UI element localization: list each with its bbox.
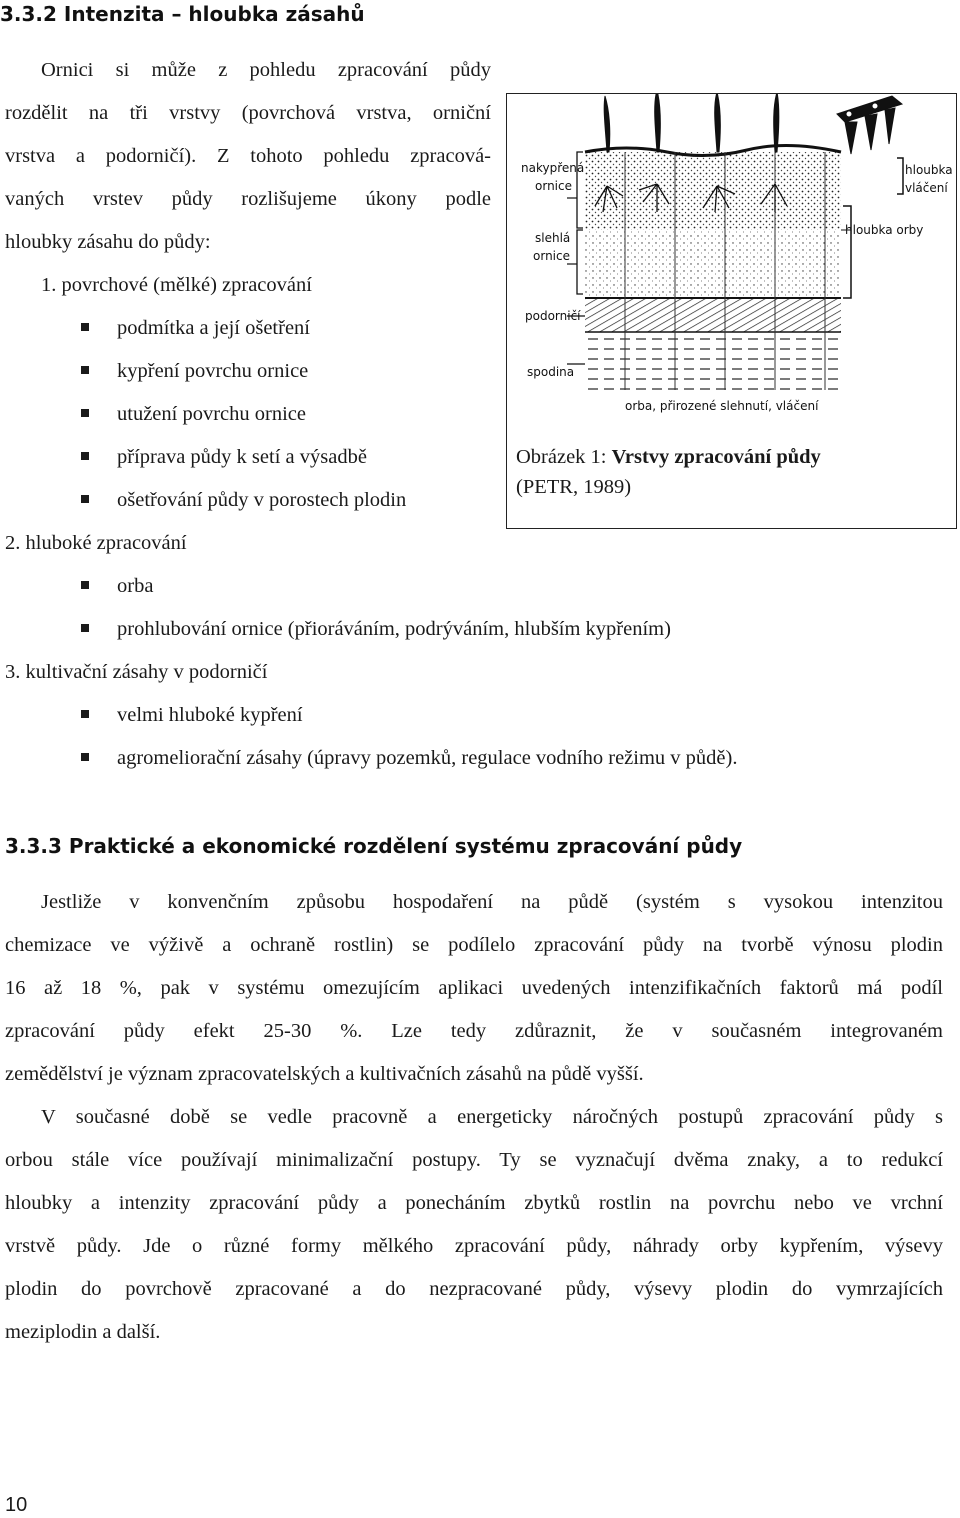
label-rolling-depth-2: vláčení [905,181,948,195]
intro-line: vaných vrstev půdy rozlišujeme úkony podle [5,188,491,210]
section-heading-3-3-3: 3.3.3 Praktické a ekonomické rozdělení systému zpracování půdy [5,834,743,858]
label-process: orba, přirozené slehnutí, vláčení [625,399,819,413]
label-subsoil: podorničí [525,309,581,323]
figure-source: (PETR, 1989) [516,476,632,498]
paragraph-line: chemizace ve výživě a ochraně rostlin) se podílelo zpracování půdy na tvorbě výnosu plodin [5,934,943,956]
section-heading-3-3-2: 3.3.2 Intenzita – hloubka zásahů [0,2,365,26]
list-item: velmi hluboké kypření [81,694,303,738]
paragraph-line: zpracování půdy efekt 25-30 %. Lze tedy zdůraznit, že v současném integrovaném [5,1020,943,1042]
layer-subsoil [585,298,841,332]
list-group-title: 1. povrchové (mělké) zpracování [41,274,312,296]
intro-line: Ornici si může z pohledu zpracování půdy [41,59,491,81]
label-bottom: spodina [527,365,575,379]
layer-settled-topsoil [585,230,841,298]
soil-layers-illustration [507,94,956,434]
list-item: agromeliorační zásahy (úpravy pozemků, regulace vodního režimu v půdě). [81,737,737,781]
label-loose-topsoil-1: nakypřená [521,161,585,175]
paragraph-line: 16 až 18 %, pak v systému omezujícím aplikaci uvedených intenzifikačních faktorů má podíl [5,977,943,999]
bullet-icon [81,409,89,417]
bullet-icon [81,753,89,761]
bullet-icon [81,366,89,374]
list-group-title: 3. kultivační zásahy v podorničí [5,661,268,683]
figure-caption: Obrázek 1: Vrstvy zpracování půdy [516,446,821,468]
paragraph-line: V současné době se vedle pracovně a energeticky náročných postupů zpracování půdy s [41,1106,943,1128]
list-item: ošetřování půdy v porostech plodin [81,479,406,523]
label-rolling-depth-1: hloubka [905,163,953,177]
paragraph-line: zemědělství je význam zpracovatelských a kultivačních zásahů na půdě vyšší. [5,1063,644,1085]
intro-line: rozdělit na tři vrstvy (povrchová vrstva, orniční [5,102,491,124]
bullet-icon [81,323,89,331]
list-item: prohlubování ornice (přioráváním, podrýváním, hlubším kypřením) [81,608,671,652]
paragraph-line: plodin do povrchově zpracované a do nezpracované půdy, výsevy plodin do vymrzajících [5,1278,943,1300]
label-settled-topsoil-2: ornice [533,249,570,263]
paragraph-line: vrstvě půdy. Jde o různé formy mělkého zpracování půdy, náhrady orby kypřením, výsevy [5,1235,943,1257]
intro-line: hloubky zásahu do půdy: [5,231,211,253]
list-item: podmítka a její ošetření [81,307,310,351]
bullet-icon [81,710,89,718]
bullet-icon [81,452,89,460]
label-plough-depth: hloubka orby [845,223,924,237]
paragraph-line: Jestliže v konvenčním způsobu hospodaření na půdě (systém s vysokou intenzitou [41,891,943,913]
bullet-icon [81,495,89,503]
intro-line: vrstva a podorničí). Z tohoto pohledu zpracová- [5,145,491,167]
label-loose-topsoil-2: ornice [535,179,572,193]
paragraph-line: orbou stále více používají minimalizační postupy. Ty se vyznačují dvěma znaky, a to redukcí [5,1149,943,1171]
label-settled-topsoil-1: slehlá [535,231,571,245]
list-item: příprava půdy k setí a výsadbě [81,436,367,480]
bullet-icon [81,624,89,632]
list-group-title: 2. hluboké zpracování [5,532,187,554]
list-item: utužení povrchu ornice [81,393,306,437]
bullet-icon [81,581,89,589]
list-item: kypření povrchu ornice [81,350,308,394]
layer-bottom [585,332,841,390]
page-number: 10 [5,1494,28,1516]
harrow-icon [837,96,902,154]
figure-box [506,93,957,529]
list-item: orba [81,565,153,609]
paragraph-line: hloubky a intenzity zpracování půdy a ponecháním zbytků rostlin na povrchu nebo ve vrchní [5,1192,943,1214]
layer-loose-topsoil [585,152,841,230]
paragraph-line: meziplodin a další. [5,1321,161,1343]
